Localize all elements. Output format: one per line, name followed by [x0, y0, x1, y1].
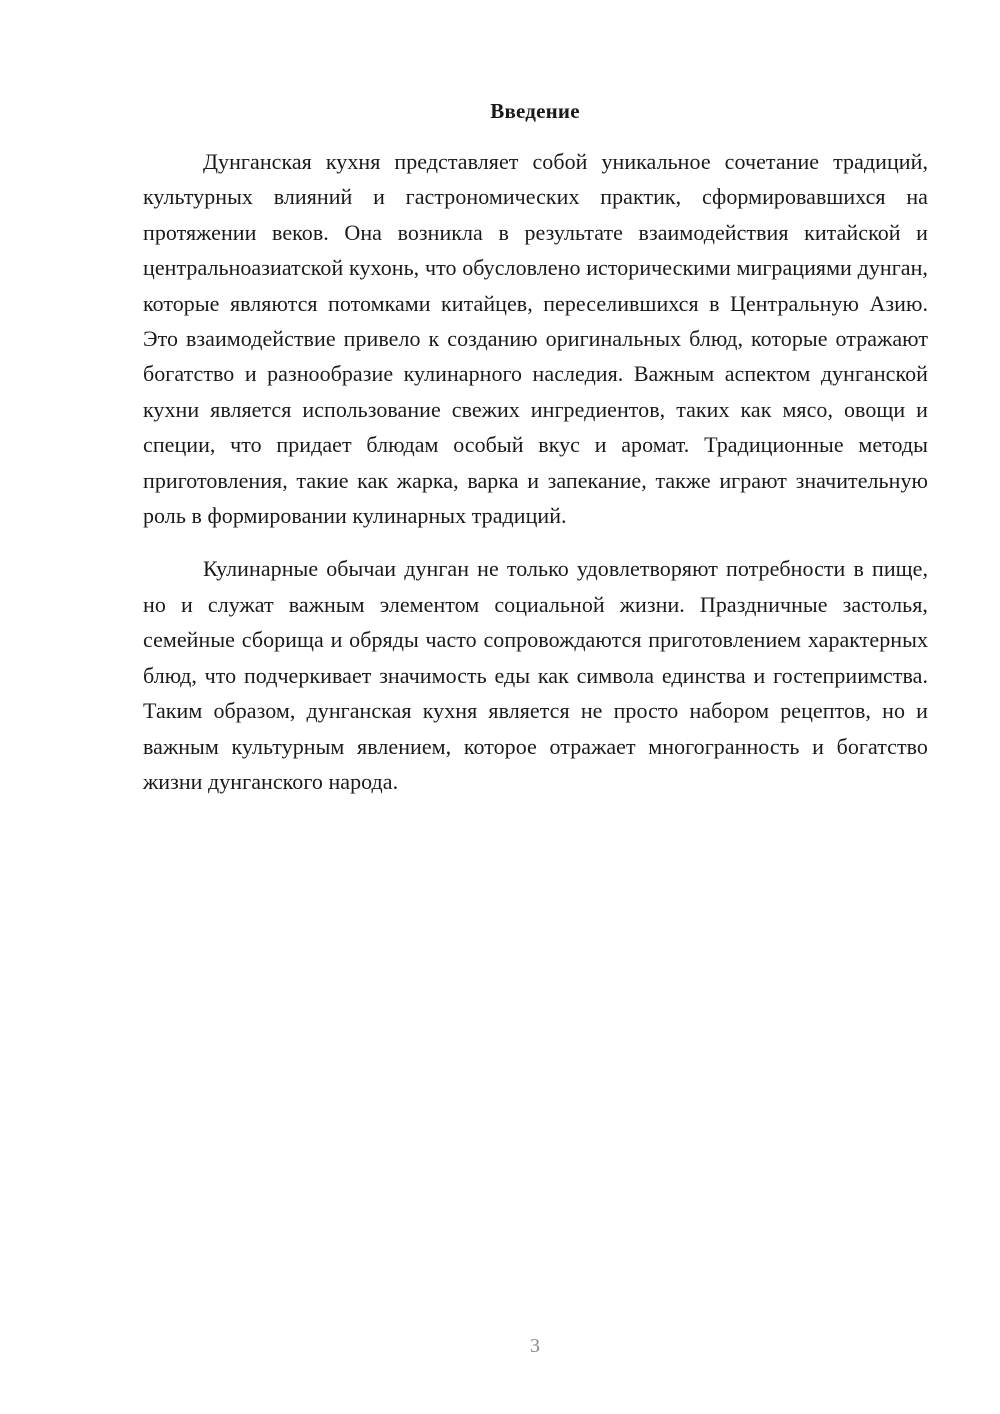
section-title: Введение	[490, 99, 580, 123]
paragraph-1: Дунганская кухня представляет собой уникальное сочетание традиций, культурных влияний и гастрономических практик, сформировавшихся на протяжении веков. Она возникла в результате взаимодействия китайской и центральноазиатской кухонь, что обусловлено историческими миграциями дунган, которые являются потомками китайцев, переселившихся в Центральную Азию. Это взаимодействие привело к созданию оригинальных блюд, которые отражают богатство и разнообразие кулинарного наследия. Важным аспектом дунганской кухни является использование свежих ингредиентов, таких как мясо, овощи и специи, что придает блюдам особый вкус и аромат. Традиционные методы приготовления, такие как жарка, варка и запекание, также играют значительную роль в формировании кулинарных традиций.	[143, 149, 928, 529]
page-number: 3	[530, 1335, 540, 1357]
body-text	[143, 144, 928, 799]
paragraph-2: Кулинарные обычаи дунган не только удовлетворяют потребности в пище, но и служат важным элементом социальной жизни. Праздничные застолья, семейные сборища и обряды часто сопровождаются приготовлением характерных блюд, что подчеркивает значимость еды как символа единства и гостеприимства. Таким образом, дунганская кухня является не просто набором рецептов, но и важным культурным явлением, которое отражает многогранность и богатство жизни дунганского народа.	[143, 556, 928, 794]
